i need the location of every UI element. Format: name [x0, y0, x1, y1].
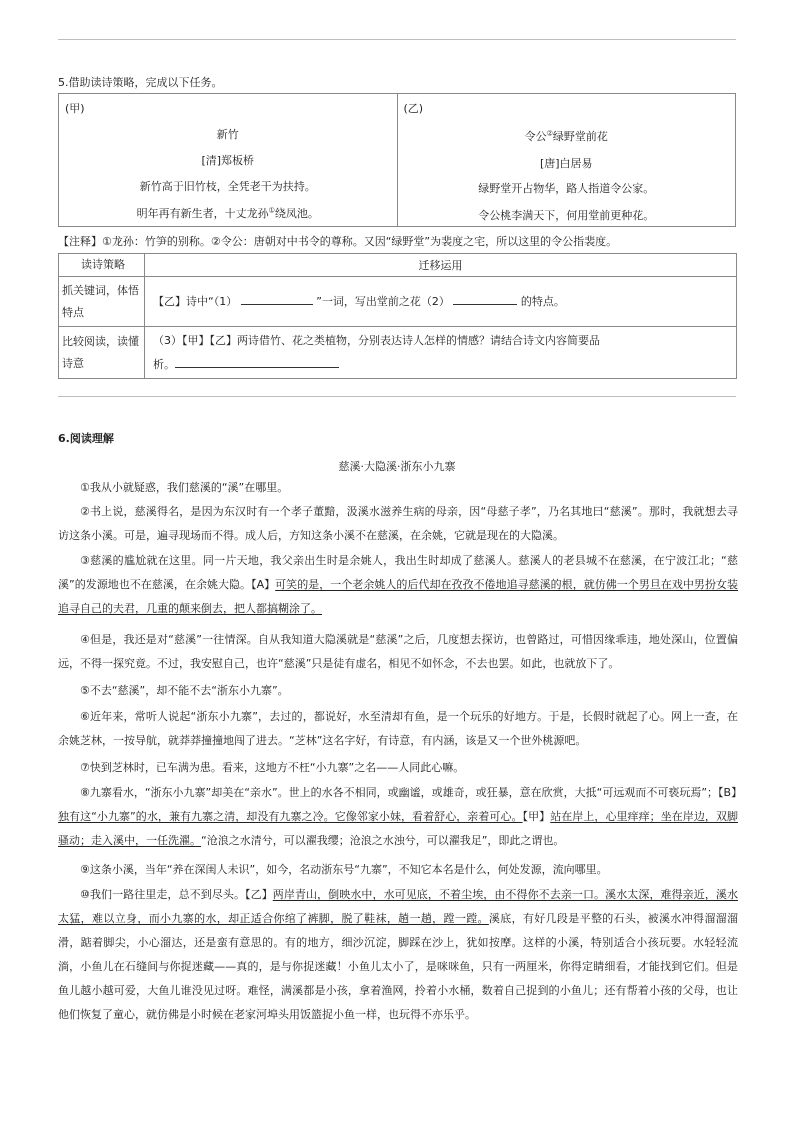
poem-a-title: 新竹: [216, 128, 239, 141]
header-strategy: 读诗策略: [59, 254, 145, 277]
paragraph-8-text-a: ⑧九寨看水，“浙东小九寨”却美在“亲水”。世上的水各不相同，或幽谧，或雄奇，或狂暴，意在欣赏，大抵“可远观而不可亵玩焉”；【B】: [80, 786, 743, 799]
paragraph-8-mark: 【甲】: [522, 810, 551, 823]
paragraph-9: ⑨这条小溪，当年“养在深闺人未识”，如今，名动浙东号“九寨”，不知它本名是什么，何处发源，流向哪里。: [80, 863, 608, 876]
row1-text-a: 【乙】诗中“（1）: [153, 294, 238, 308]
poem-a-cell: [59, 94, 397, 226]
poem-b-line1: 绿野堂开占物华，路人指道令公家。: [478, 182, 655, 195]
poem-b-line2: 令公桃李满天下，何用堂前更种花。: [478, 209, 655, 222]
top-divider: [58, 39, 736, 40]
paragraph-6: ⑥近年来，常听人说起“浙东小九寨”，去过的，都说好，水至清却有鱼，是一个玩乐的好地方。于是，长假时就起了心。网上一查，在余姚芝林，一按导航，就莽莽撞撞地闯了进去。“芝林”这名字好，有诗意，有内涵，该是又一个世外桃源吧。: [58, 710, 738, 747]
row1-text-c: 的特点。: [520, 294, 565, 308]
poem-b-author: [唐]白居易: [539, 157, 593, 170]
row2-task: [145, 327, 737, 379]
answer-blank-1[interactable]: [241, 294, 313, 305]
poem-a-author: [清]郑板桥: [201, 154, 255, 167]
strategy-table: [58, 253, 737, 379]
poem-table: [58, 93, 736, 227]
row1-text-b: ”一词，写出堂前之花（2）: [316, 294, 450, 308]
row2-line2: [153, 353, 736, 377]
poem-a-line2: [59, 205, 397, 221]
poem-a-tag: (甲): [65, 102, 85, 115]
paragraph-8-underlined-b: 独有这“小九寨”的水，兼有九寨之清，却没有九寨之冷。它像邻家小妹，看着舒心，亲着可心。: [58, 810, 523, 823]
paragraph-1: ①我从小就疑惑，我们慈溪的“溪”在哪里。: [80, 481, 289, 494]
row2-line1: （3）【甲】【乙】两诗借竹、花之类植物，分别表达诗人怎样的情感？请结合诗文内容简要品: [153, 333, 600, 347]
row1-strategy: 抓关键词，体悟特点: [59, 277, 145, 327]
header-application: 迁移运用: [145, 254, 737, 277]
paragraph-3-text: ③慈溪的尴尬就在这里。同一片天地，我父亲出生时是余姚人，我出生时却成了慈溪人。慈溪人的老县城不在慈溪，在宁波江北；“慈溪”的发源地也不在慈溪，在余姚大隐。【A】: [58, 554, 738, 591]
paragraph-8: [58, 781, 743, 853]
poem-b-cell: [397, 94, 736, 226]
paragraph-7: ⑦快到芝林时，已车满为患。看来，这地方不枉“小九寨”之名——人同此心嘛。: [80, 761, 465, 774]
row2-line2-text: 析。: [153, 357, 175, 371]
question-6-title: 6.阅读理解: [58, 432, 114, 445]
poem-b-title-a: 令公: [524, 130, 547, 143]
answer-blank-2[interactable]: [453, 294, 517, 305]
table-row: [59, 327, 737, 379]
passage-title: 慈溪·大隐溪·浙东小九寨: [338, 460, 456, 473]
paragraph-4: ④但是，我还是对“慈溪”一往情深。自从我知道大隐溪就是“慈溪”之后，几度想去探访，也曾路过，可惜因缘乖违，地处深山，位置偏远，不得一探究竟。不过，我安慰自己，也许“慈溪”只是徒有虚名，相见不如怀念，不去也罢。如此，也就放下了。: [58, 633, 738, 670]
annotation-note: 【注释】①龙孙：竹笋的别称。②令公：唐朝对中书令的尊称。又因“绿野堂”为裴度之宅，所以这里的令公指裴度。: [58, 235, 618, 248]
poem-b-footnote-mark: ②: [546, 129, 553, 138]
table-header-row: [59, 254, 737, 277]
poem-b-title: [398, 128, 736, 144]
paragraph-3-underlined: 可笑的是，一个老余姚人的后代却在孜孜不倦地追寻慈溪的根，就仿佛一个男旦在戏中男扮女装追寻自己的夫君，几重的颠来倒去，把人都搞糊涂了。: [58, 578, 738, 615]
paragraph-8-text-c: “沧浪之水清兮，可以濯我缨；沧浪之水浊兮，可以濯我足”，即此之谓也。: [201, 834, 565, 847]
paragraph-5: ⑤不去“慈溪”，却不能不去“浙东小九寨”。: [80, 684, 289, 697]
poem-a-line1: 新竹高于旧竹枝，全凭老干为扶持。: [139, 180, 316, 193]
question-5-title: 5.借助读诗策略，完成以下任务。: [58, 76, 223, 89]
paragraph-10-text-a: ⑩我们一路往里走，总不到尽头。【乙】: [80, 888, 273, 901]
row2-strategy: 比较阅读，读懂诗意: [59, 327, 145, 379]
poem-b-title-b: 绿野堂前花: [552, 130, 608, 143]
paragraph-2: ②书上说，慈溪得名，是因为东汉时有一个孝子董黯，汲溪水滋养生病的母亲，因“母慈子孝”，乃名其地曰“慈溪”。那时，我就想去寻访这条小溪。可是，遍寻现场而不得。成人后，方知这条小溪不在慈溪，在余姚，它就是现在的大隐溪。: [58, 505, 738, 542]
poem-b-tag: (乙): [403, 102, 424, 115]
row1-task: [145, 277, 737, 327]
paragraph-8-underlined-jia: 站在岸上，心里痒痒；坐在岸边，双脚骚动；走入溪中，一任洗濯。: [58, 810, 739, 847]
middle-divider: [58, 396, 736, 397]
poem-a-line2-text-b: 绕凤池。: [274, 207, 319, 220]
paragraph-10: [58, 883, 738, 1027]
poem-a-line2-text-a: 明年再有新生者，十丈龙孙: [136, 207, 269, 220]
paragraph-10-text-b: 溪底，有好几段是平整的石头，被溪水冲得溜溜溜滑，踮着脚尖，小心溜达，还是蛮有意思的。有的地方，细沙沉淀，脚踩在沙上，犹如按摩。这样的小溪，特别适合小孩玩要。水轻轻流淌，小鱼儿在石缝间与你捉迷藏——真的，是与你捉迷藏！小鱼儿太小了，是咪咪鱼，只有一两厘米，你得定睛细看，才能找到它们。但是鱼儿越小越可爱，大鱼儿谁没见过呀。难怪，满溪都是小孩，拿着渔网，拎着小水桶，数着自己捉到的小鱼儿；还有帮着小孩的父母，也让他们恢复了童心，就仿佛是小时候在老家河埠头用饭篮捉小鱼一样，也玩得不亦乐乎。: [58, 912, 739, 1021]
table-row: [59, 277, 737, 327]
poem-a-footnote-mark: ①: [268, 206, 275, 215]
paragraph-10-underlined-yi: 两岸青山，倒映水中，水可见底，不着尘埃，由不得你不去亲一口。溪水太深，难得亲近，溪水太猛，难以立身，而小九寨的水，却正适合你绾了裤脚，脱了鞋袜，趟一趟，蹚一蹚。: [58, 888, 738, 925]
answer-blank-3[interactable]: [175, 357, 339, 368]
paragraph-3: [58, 549, 738, 621]
